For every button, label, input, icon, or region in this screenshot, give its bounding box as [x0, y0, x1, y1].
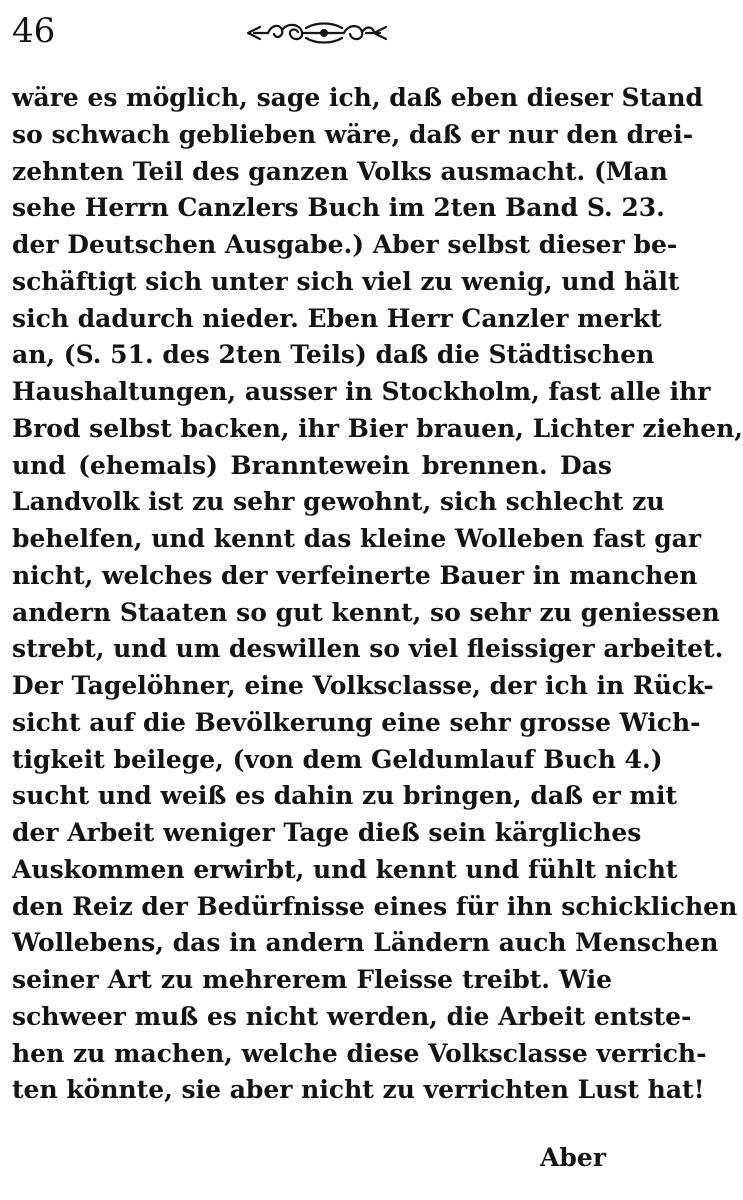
text-line: schweer muß es nicht werden, die Arbeit entste-: [12, 1001, 692, 1031]
catchword: Aber: [540, 1143, 606, 1172]
text-line: so schwach geblieben wäre, daß er nur den drei-: [12, 119, 694, 149]
text-line: sicht auf die Bevölkerung eine sehr grosse Wich-: [12, 707, 701, 737]
text-line: sehe Herrn Canzlers Buch im 2ten Band S. 23.: [12, 193, 665, 223]
text-line: Der Tagelöhner, eine Volksclasse, der ich in Rück-: [12, 671, 714, 700]
text-line: tigkeit beilege, (von dem Geldumlauf Buch 4.): [12, 744, 663, 774]
text-line: der Arbeit weniger Tage dieß sein kärgliches: [12, 818, 642, 847]
text-line: den Reiz der Bedürfnisse eines für ihn schicklichen: [12, 891, 738, 921]
page-number: 46: [12, 11, 56, 51]
text-line: der Deutschen Ausgabe.) Aber selbst dieser be-: [12, 230, 678, 259]
text-line: sich dadurch nieder. Eben Herr Canzler merkt: [12, 303, 662, 333]
text-line: strebt, und um deswillen so viel fleissiger arbeitet.: [12, 634, 724, 664]
text-line: zehnten Teil des ganzen Volks ausmacht. (Man: [12, 156, 668, 186]
printer-ornament-icon: [246, 18, 388, 48]
text-line: hen zu machen, welche diese Volksclasse verrich-: [12, 1038, 707, 1068]
text-line: ten könnte, sie aber nicht zu verrichten Lust hat!: [12, 1075, 705, 1105]
body-text: [12, 80, 743, 1109]
text-line: Wollebens, das in andern Ländern auch Menschen: [12, 928, 719, 958]
text-line: Haushaltungen, ausser in Stockholm, fast alle ihr: [12, 377, 711, 406]
text-line: wäre es möglich, sage ich, daß eben dieser Stand: [12, 83, 704, 112]
text-line: und (ehemals) Branntewein brennen. Das: [12, 450, 612, 480]
text-line: nicht, welches der verfeinerte Bauer in manchen: [12, 560, 698, 590]
text-line: sucht und weiß es dahin zu bringen, daß er mit: [12, 781, 678, 811]
text-line: andern Staaten so gut kennt, so sehr zu geniessen: [12, 597, 720, 627]
text-line: Brod selbst backen, ihr Bier brauen, Lichter ziehen,: [12, 413, 743, 443]
text-line: Landvolk ist zu sehr gewohnt, sich schlecht zu: [12, 487, 665, 517]
text-line: seiner Art zu mehrerem Fleisse treibt. Wie: [12, 965, 612, 994]
text-line: an, (S. 51. des 2ten Teils) daß die Städtischen: [12, 340, 655, 370]
text-line: schäftigt sich unter sich viel zu wenig, und hält: [12, 266, 680, 296]
text-line: behelfen, und kennt das kleine Wolleben fast gar: [12, 524, 702, 553]
text-line: Auskommen erwirbt, und kennt und fühlt nicht: [12, 854, 678, 884]
